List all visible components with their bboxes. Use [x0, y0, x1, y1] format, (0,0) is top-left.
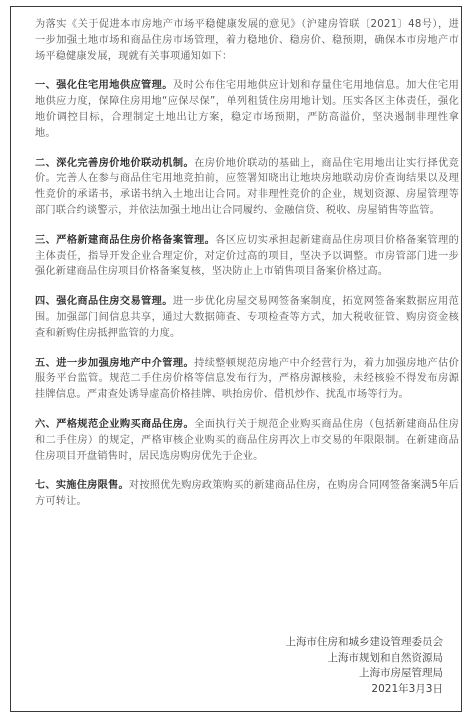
signature-block	[286, 635, 444, 697]
section-body: 各区应切实承担起新建商品住房项目价格备案管理的主体责任，指导开发企业合理定价，对定价过高的项目，坚决予以调整。市房管部门进一步强化新建商品住房项目价格备案复核，坚决防止上市销售项目备案价格过高。	[35, 234, 459, 278]
intro-paragraph: 为落实《关于促进本市房地产市场平稳健康发展的意见》（沪建房管联〔2021〕48号），进一步加强土地市场和商品住房市场管理，着力稳地价、稳房价、稳预期，确保本市房地产市场平稳健康发展，现就有关事项通知如下：	[35, 19, 459, 62]
section-paragraph	[35, 156, 459, 219]
section-paragraph	[35, 233, 459, 280]
section-body: 进一步优化房屋交易网签备案制度，拓宽网签备案数据应用范围。加强部门间信息共享，通过大数据筛查、专项检查等方式，加大税收征管、购房资金核查和新购住房抵押监管的力度。	[35, 296, 459, 339]
section-heading: 五、进一步加强房地产中介管理。	[35, 357, 195, 369]
section-heading: 一、强化住宅用地供应管理。	[35, 80, 173, 92]
section-heading: 六、严格规范企业购买商品住房。	[35, 418, 195, 430]
section-3	[35, 233, 459, 280]
section-paragraph	[35, 417, 459, 464]
section-6	[35, 417, 459, 464]
issue-date: 2021年3月3日	[371, 682, 443, 695]
document-frame	[10, 6, 462, 712]
section-heading: 三、严格新建商品住房价格备案管理。	[35, 234, 216, 246]
notice-body	[35, 17, 459, 510]
section-1	[35, 78, 459, 141]
section-2	[35, 156, 459, 219]
section-body: 在房价地价联动的基础上，商品住宅用地出让实行择优竞价。完善人在参与商品住宅用地竞拍前，应签署知晓出让地块房地联动房价查询结果以及理性竞价的承诺书，承诺书纳入土地出让合同。对非理性竞价的企业，规划资源、房屋管理等部门联合约谈警示，并依法加强土地出让合同履约、金融信贷、税收、房屋销售等监管。	[35, 157, 460, 216]
section-body: 持续整顿规范房地产中介经营行为，着力加强房地产估价服务平台监管。规范二手住房价格等信息发布行为，严格房源核验，未经核验不得发布房源挂牌信息。严肃查处诱导虚高价格挂牌、哄抬房价、借机炒作、扰乱市场等行为。	[35, 357, 460, 401]
issuer-housing-bureau: 上海市房屋管理局	[359, 667, 443, 680]
section-body: 全面执行关于规范企业购买商品住房（包括新建商品住房和二手住房）的规定，严格审核企业购买的商品住房再次上市交易的年限限制。在新建商品住房项目开盘销售时，居民选房购房优先于企业。	[35, 418, 460, 462]
issuer-housing-commission: 上海市住房和城乡建设管理委员会	[285, 636, 443, 648]
section-paragraph	[35, 78, 459, 141]
section-heading: 四、强化商品住房交易管理。	[35, 296, 173, 308]
section-4	[35, 294, 459, 341]
section-heading: 二、深化完善房价地价联动机制。	[35, 157, 195, 169]
section-7	[35, 478, 459, 510]
section-body: 及时公布住宅用地供应计划和存量住宅用地信息。加大住宅用地供应力度，保障住房用地“应保尽保”，单列租赁住房用地计划。压实各区主体责任，强化地价调控目标，合理制定土地出让方案，稳定市场预期，严防高溢价，坚决遏制非理性拿地。	[35, 80, 459, 139]
section-body: 对按照优先购房政策购买的新建商品住房，在购房合同网签备案满5年后方可转让。	[35, 480, 459, 508]
section-paragraph	[35, 294, 459, 341]
section-heading: 七、实施住房限售。	[35, 480, 129, 492]
issuer-planning-bureau: 上海市规划和自然资源局	[327, 651, 443, 664]
section-paragraph	[35, 478, 459, 510]
section-5	[35, 356, 459, 403]
section-paragraph	[35, 356, 459, 403]
